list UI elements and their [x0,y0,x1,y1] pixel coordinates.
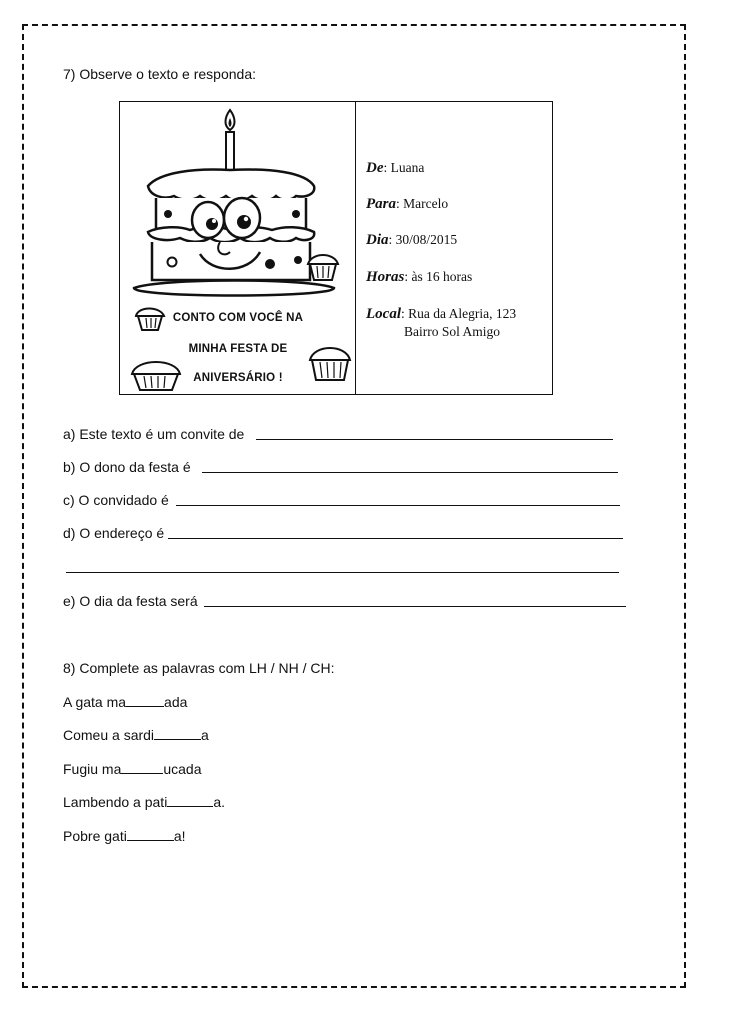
fill-line-3-end: ucada [163,761,202,777]
detail-to-value: : Marcelo [396,196,449,211]
fill-line-2-start: Comeu a sardi [63,727,155,743]
detail-time-value: : às 16 horas [404,269,473,284]
fill-line-4-end: a. [213,794,225,810]
fill-line-5-blank[interactable] [127,828,174,841]
question-7-title: 7) Observe o texto e responda: [63,66,256,82]
detail-from [366,160,424,177]
invite-text-line-3: ANIVERSÁRIO ! [193,372,283,384]
answer-c-blank[interactable] [176,505,620,506]
fill-line-3 [63,761,202,777]
question-d: d) O endereço é [63,525,165,541]
detail-time [366,269,472,286]
detail-to-label: Para [366,196,396,212]
fill-line-5 [63,828,186,844]
detail-date-value: : 30/08/2015 [388,232,458,247]
detail-place-value-line-2: Bairro Sol Amigo [404,324,501,339]
fill-line-1-end: ada [164,694,188,710]
detail-place-label: Local [366,306,401,322]
fill-line-1-blank[interactable] [126,694,164,707]
invitation-card [119,101,553,395]
fill-line-5-start: Pobre gati [63,828,127,844]
question-e: e) O dia da festa será [63,593,198,609]
invitation-details-panel [356,102,554,394]
detail-from-value: : Luana [383,160,425,175]
detail-place [366,306,516,323]
fill-line-2 [63,727,209,743]
question-a: a) Este texto é um convite de [63,426,245,442]
fill-line-3-blank[interactable] [121,761,163,774]
invitation-illustration-panel [120,102,356,394]
fill-line-2-blank[interactable] [154,727,201,740]
fill-line-1 [63,694,187,710]
fill-line-5-end: a! [173,828,186,844]
answer-a-blank[interactable] [256,439,613,440]
detail-to [366,196,448,213]
invite-text-line-2: MINHA FESTA DE [188,343,288,355]
question-8-title: 8) Complete as palavras com LH / NH / CH: [63,660,335,676]
invite-text-line-1: CONTO COM VOCÊ NA [172,312,304,324]
question-b: b) O dono da festa é [63,459,191,475]
detail-place-value: : Rua da Alegria, 123 [401,306,517,321]
fill-line-2-end: a [201,727,209,743]
detail-time-label: Horas [366,269,405,285]
detail-date-label: Dia [366,232,389,248]
answer-d-blank-line-2[interactable] [66,572,619,573]
detail-from-label: De [366,160,384,176]
answer-d-blank[interactable] [168,538,623,539]
fill-line-4 [63,794,225,810]
fill-line-4-blank[interactable] [167,794,213,807]
fill-line-1-start: A gata ma [63,694,127,710]
fill-line-3-start: Fugiu ma [63,761,122,777]
question-c: c) O convidado é [63,492,169,508]
answer-b-blank[interactable] [202,472,618,473]
detail-date [366,232,457,249]
answer-e-blank[interactable] [204,606,626,607]
fill-line-4-start: Lambendo a pati [63,794,168,810]
